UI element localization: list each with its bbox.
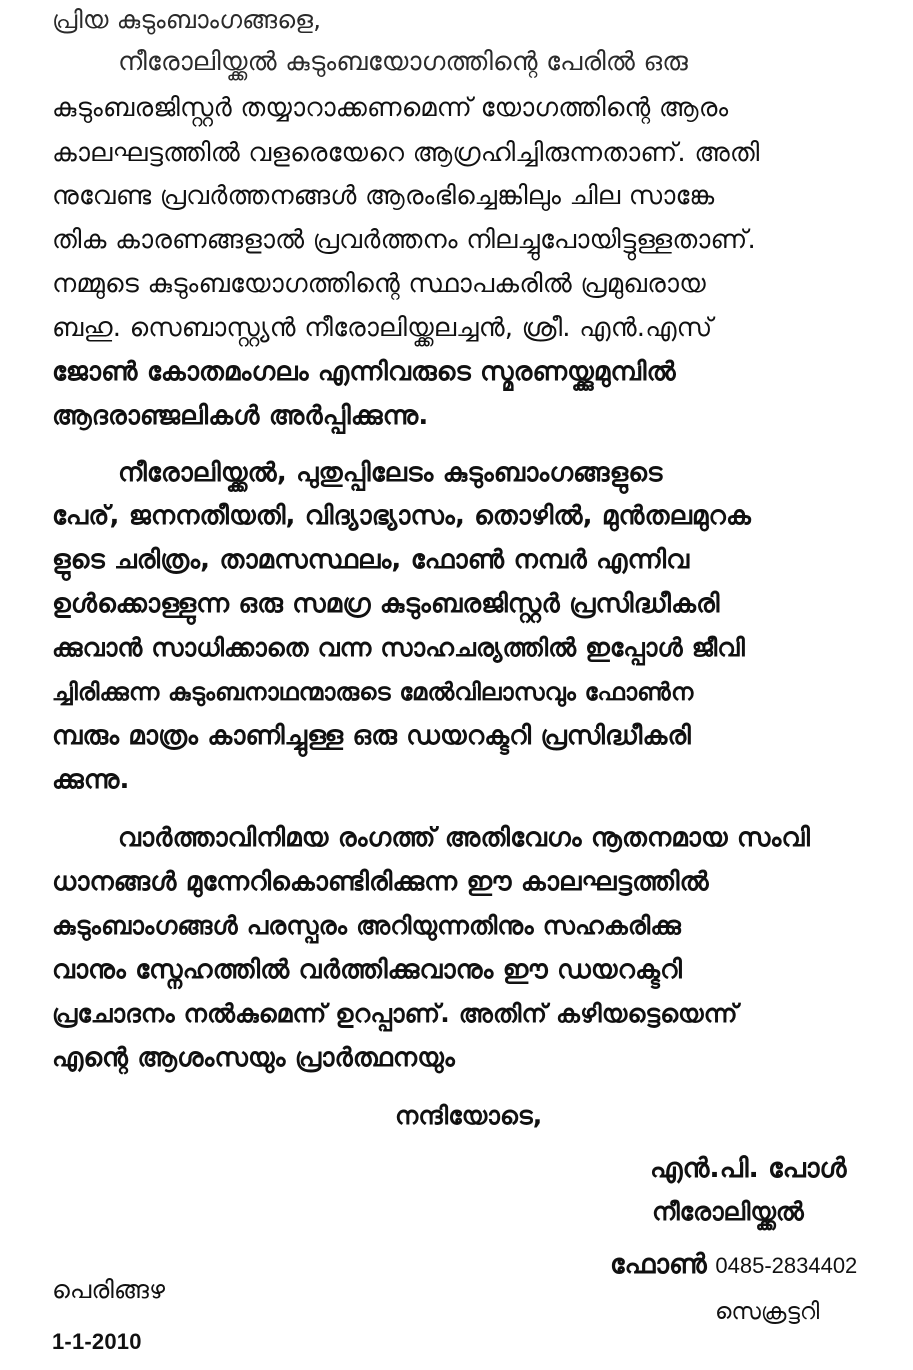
paragraph-line: പേര്, ജനനതീയതി, വിദ്യാഭ്യാസം, തൊഴിൽ, മുൻതലമുറക: [52, 501, 751, 531]
phone-number: 0485-2834402: [715, 1253, 858, 1278]
signature-role: സെക്രട്ടറി: [715, 1299, 820, 1325]
paragraph-line: ജോൺ കോതമംഗലം എന്നിവരുടെ സ്മരണയ്ക്കുമുമ്പിൽ: [52, 357, 676, 387]
salutation: പ്രിയ കുടുംബാംഗങ്ങളെ,: [52, 5, 322, 34]
place: പെരിങ്ങഴ: [52, 1275, 166, 1304]
paragraph-line: എന്റെ ആശംസയും പ്രാർത്ഥനയും: [52, 1043, 455, 1073]
signature-name: എൻ.പി. പോൾ: [650, 1153, 847, 1184]
paragraph-line: ആദരാഞ്ജലികൾ അർപ്പിക്കുന്നു.: [52, 401, 429, 431]
paragraph-line: ക്കുന്നു.: [52, 765, 130, 795]
paragraph-line: ബഹു. സെബാസ്റ്റ്യൻ നീരോലിയ്ക്കലച്ചൻ, ശ്രീ. എൻ.എസ്: [52, 313, 713, 343]
paragraph-line: നുവേണ്ട പ്രവർത്തനങ്ങൾ ആരംഭിച്ചെങ്കിലും ചില സാങ്കേ: [52, 181, 715, 211]
paragraph-line: പ്രചോദനം നൽകുമെന്ന് ഉറപ്പാണ്. അതിന് കഴിയട്ടെയെന്ന്: [52, 999, 738, 1028]
date: 1-1-2010: [52, 1329, 142, 1354]
paragraph-line: ക്കുവാൻ സാധിക്കാതെ വന്ന സാഹചര്യത്തിൽ ഇപ്പോൾ ജീവി: [52, 633, 745, 662]
paragraph-line: മ്പരും മാത്രം കാണിച്ചുള്ള ഒരു ഡയറക്ടറി പ്രസിദ്ധീകരി: [52, 721, 691, 751]
paragraph-line: വാനും സ്നേഹത്തിൽ വർത്തിക്കുവാനും ഈ ഡയറക്ടറി: [52, 955, 683, 985]
signature-phone: [610, 1248, 857, 1283]
paragraph-line: കാലഘട്ടത്തിൽ വളരെയേറെ ആഗ്രഹിച്ചിരുന്നതാണ്. അതി: [52, 138, 760, 168]
paragraph-line: ഉൾക്കൊള്ളുന്ന ഒരു സമഗ്ര കുടുംബരജിസ്റ്റർ പ്രസിദ്ധീകരി: [52, 589, 720, 619]
closing: നന്ദിയോടെ,: [395, 1101, 543, 1130]
phone-label: ഫോൺ: [610, 1249, 707, 1280]
paragraph-line: നീരോലിയ്ക്കൽ, പുതുപ്പിലേടം കുടുംബാംഗങ്ങളുടെ: [118, 458, 663, 488]
signature-family: നീരോലിയ്ക്കൽ: [652, 1197, 804, 1226]
paragraph-line: നമ്മുടെ കുടുംബയോഗത്തിന്റെ സ്ഥാപകരിൽ പ്രമുഖരായ: [52, 269, 706, 299]
paragraph-line: ച്ചിരിക്കുന്ന കുടുംബനാഥന്മാരുടെ മേൽവിലാസവും ഫോൺന: [52, 678, 694, 706]
paragraph-line: ധാനങ്ങൾ മുന്നേറികൊണ്ടിരിക്കുന്ന ഈ കാലഘട്ടത്തിൽ: [52, 867, 709, 897]
paragraph-line: വാർത്താവിനിമയ രംഗത്ത് അതിവേഗം നൂതനമായ സംവി: [118, 823, 811, 853]
paragraph-line: നീരോലിയ്ക്കൽ കുടുംബയോഗത്തിന്റെ പേരിൽ ഒരു: [118, 47, 689, 77]
paragraph-line: തിക കാരണങ്ങളാൽ പ്രവർത്തനം നിലച്ചുപോയിട്ടുള്ളതാണ്.: [52, 225, 756, 255]
paragraph-line: കുടുംബരജിസ്റ്റർ തയ്യാറാക്കണമെന്ന് യോഗത്തിന്റെ ആരം: [52, 93, 729, 123]
paragraph-line: കുടുംബാംഗങ്ങൾ പരസ്പരം അറിയുന്നതിനും സഹകരിക്കു: [52, 911, 682, 940]
paragraph-line: ളുടെ ചരിത്രം, താമസസ്ഥലം, ഫോൺ നമ്പർ എന്നിവ: [52, 545, 690, 575]
